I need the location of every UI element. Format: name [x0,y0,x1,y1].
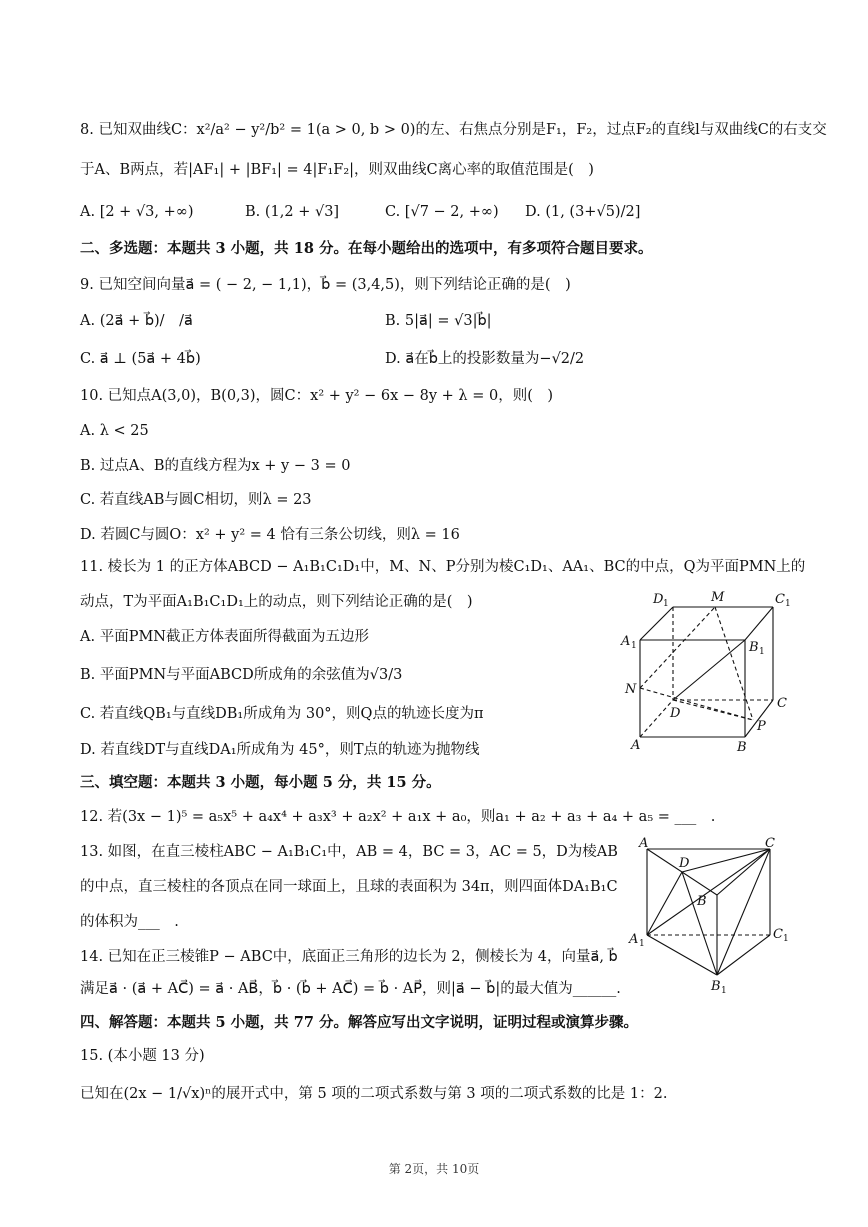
cube-label-b: B [737,740,747,755]
q8-option-b: B. (1,2 + √3] [245,204,340,220]
prism-label-b1: B [711,979,721,994]
section-fill-blank-heading: 三、填空题：本题共 3 小题，每小题 5 分，共 15 分。 [80,774,441,791]
section-multi-choice-heading: 二、多选题：本题共 3 小题，共 18 分。在每小题给出的选项中，有多项符合题目要求。 [80,240,653,257]
q10-option-c: C. 若直线AB与圆C相切，则λ = 23 [80,492,312,508]
q11-line2: 动点，T为平面A₁B₁C₁D₁上的动点，则下列结论正确的是( ) [80,594,473,610]
q14-line2: 满足a⃗ · (a⃗ + AC⃗) = a⃗ · AB⃗，b⃗ · (b⃗ + AC⃗) = b⃗ · AP⃗，则|a⃗ − b⃗|的最大值为______. [80,981,621,997]
svg-text:1: 1 [759,647,765,657]
cube-label-a: A [631,738,641,753]
prism-label-c: C [765,836,775,851]
prism-label-b: B [697,894,707,909]
svg-text:1: 1 [721,986,727,995]
prism-label-c1: C [773,927,783,942]
svg-text:1: 1 [783,934,789,944]
cube-label-p: P [757,719,766,734]
q14-line1: 14. 已知在正三棱锥P − ABC中，底面正三角形的边长为 2，侧棱长为 4，向量a⃗, b⃗ [80,949,618,965]
q9-option-c: C. a⃗ ⊥ (5a⃗ + 4b⃗) [80,351,201,367]
svg-text:1: 1 [639,939,645,949]
cube-label-c1: C [775,592,785,607]
q12-stem: 12. 若(3x − 1)⁵ = a₅x⁵ + a₄x⁴ + a₃x³ + a₂x² + a₁x + a₀，则a₁ + a₂ + a₃ + a₄ + a₅ = ___ . [80,809,716,825]
cube-label-m: M [711,590,725,605]
q9-stem: 9. 已知空间向量a⃗ = ( − 2, − 1,1)，b⃗ = (3,4,5)，则下列结论正确的是( ) [80,277,571,293]
cube-label-b1: B [749,640,759,655]
section-answer-heading: 四、解答题：本题共 5 小题，共 77 分。解答应写出文字说明，证明过程或演算步骤。 [80,1014,638,1031]
q11-option-a: A. 平面PMN截正方体表面所得截面为五边形 [80,629,369,645]
q8-option-c: C. [√7 − 2, +∞) [385,204,499,220]
q13-line2: 的中点，直三棱柱的各顶点在同一球面上，且球的表面积为 34π，则四面体DA₁B₁C [80,879,618,895]
q8-option-d: D. (1, (3+√5)/2] [525,204,641,220]
q8-line2: 于A、B两点，若|AF₁| + |BF₁| = 4|F₁F₂|，则双曲线C离心率的取值范围是( ) [80,162,594,178]
q13-line1: 13. 如图，在直三棱柱ABC − A₁B₁C₁中，AB = 4，BC = 3，AC = 5，D为棱AB [80,844,618,860]
cube-label-a1: A [621,634,631,649]
q15-title: 15. (本小题 13 分) [80,1048,205,1064]
q11-option-d: D. 若直线DT与直线DA₁所成角为 45°，则T点的轨迹为抛物线 [80,742,480,758]
q13-line3: 的体积为___ . [80,914,179,930]
q8-option-a: A. [2 + √3, +∞) [80,204,194,220]
svg-text:1: 1 [631,641,637,651]
prism-label-d: D [679,856,690,871]
prism-label-a: A [639,836,649,851]
q10-stem: 10. 已知点A(3,0)，B(0,3)，圆C：x² + y² − 6x − 8y + λ = 0，则( ) [80,388,554,404]
q9-option-b: B. 5|a⃗| = √3|b⃗| [385,313,492,329]
q9-option-a: A. (2a⃗ + b⃗)/ /a⃗ [80,313,193,329]
cube-figure [615,585,805,755]
page-footer: 第 2页，共 10页 [388,1162,480,1176]
q10-option-d: D. 若圆C与圆O：x² + y² = 4 恰有三条公切线，则λ = 16 [80,527,460,543]
prism-label-a1: A [629,932,639,947]
q15-body: 已知在(2x − 1/√x)ⁿ的展开式中，第 5 项的二项式系数与第 3 项的二项式系数的比是 1：2. [80,1086,668,1102]
q11-line1: 11. 棱长为 1 的正方体ABCD − A₁B₁C₁D₁中，M、N、P分别为棱C₁D₁、AA₁、BC的中点，Q为平面PMN上的 [80,559,806,575]
cube-label-d1: D [653,592,664,607]
q11-option-b: B. 平面PMN与平面ABCD所成角的余弦值为√3/3 [80,667,403,683]
prism-figure [625,835,795,995]
q9-option-d: D. a⃗在b⃗上的投影数量为−√2/2 [385,351,585,367]
svg-text:1: 1 [785,599,791,609]
svg-text:1: 1 [663,599,669,609]
cube-label-n: N [625,682,637,697]
q8-line1: 8. 已知双曲线C：x²/a² − y²/b² = 1(a > 0, b > 0)的左、右焦点分别是F₁，F₂，过点F₂的直线l与双曲线C的右支交 [80,122,827,138]
q11-option-c: C. 若直线QB₁与直线DB₁所成角为 30°，则Q点的轨迹长度为π [80,706,484,722]
q10-option-b: B. 过点A、B的直线方程为x + y − 3 = 0 [80,458,351,474]
cube-label-d: D [670,706,681,721]
q10-option-a: A. λ < 25 [80,423,149,439]
cube-label-c: C [777,696,787,711]
